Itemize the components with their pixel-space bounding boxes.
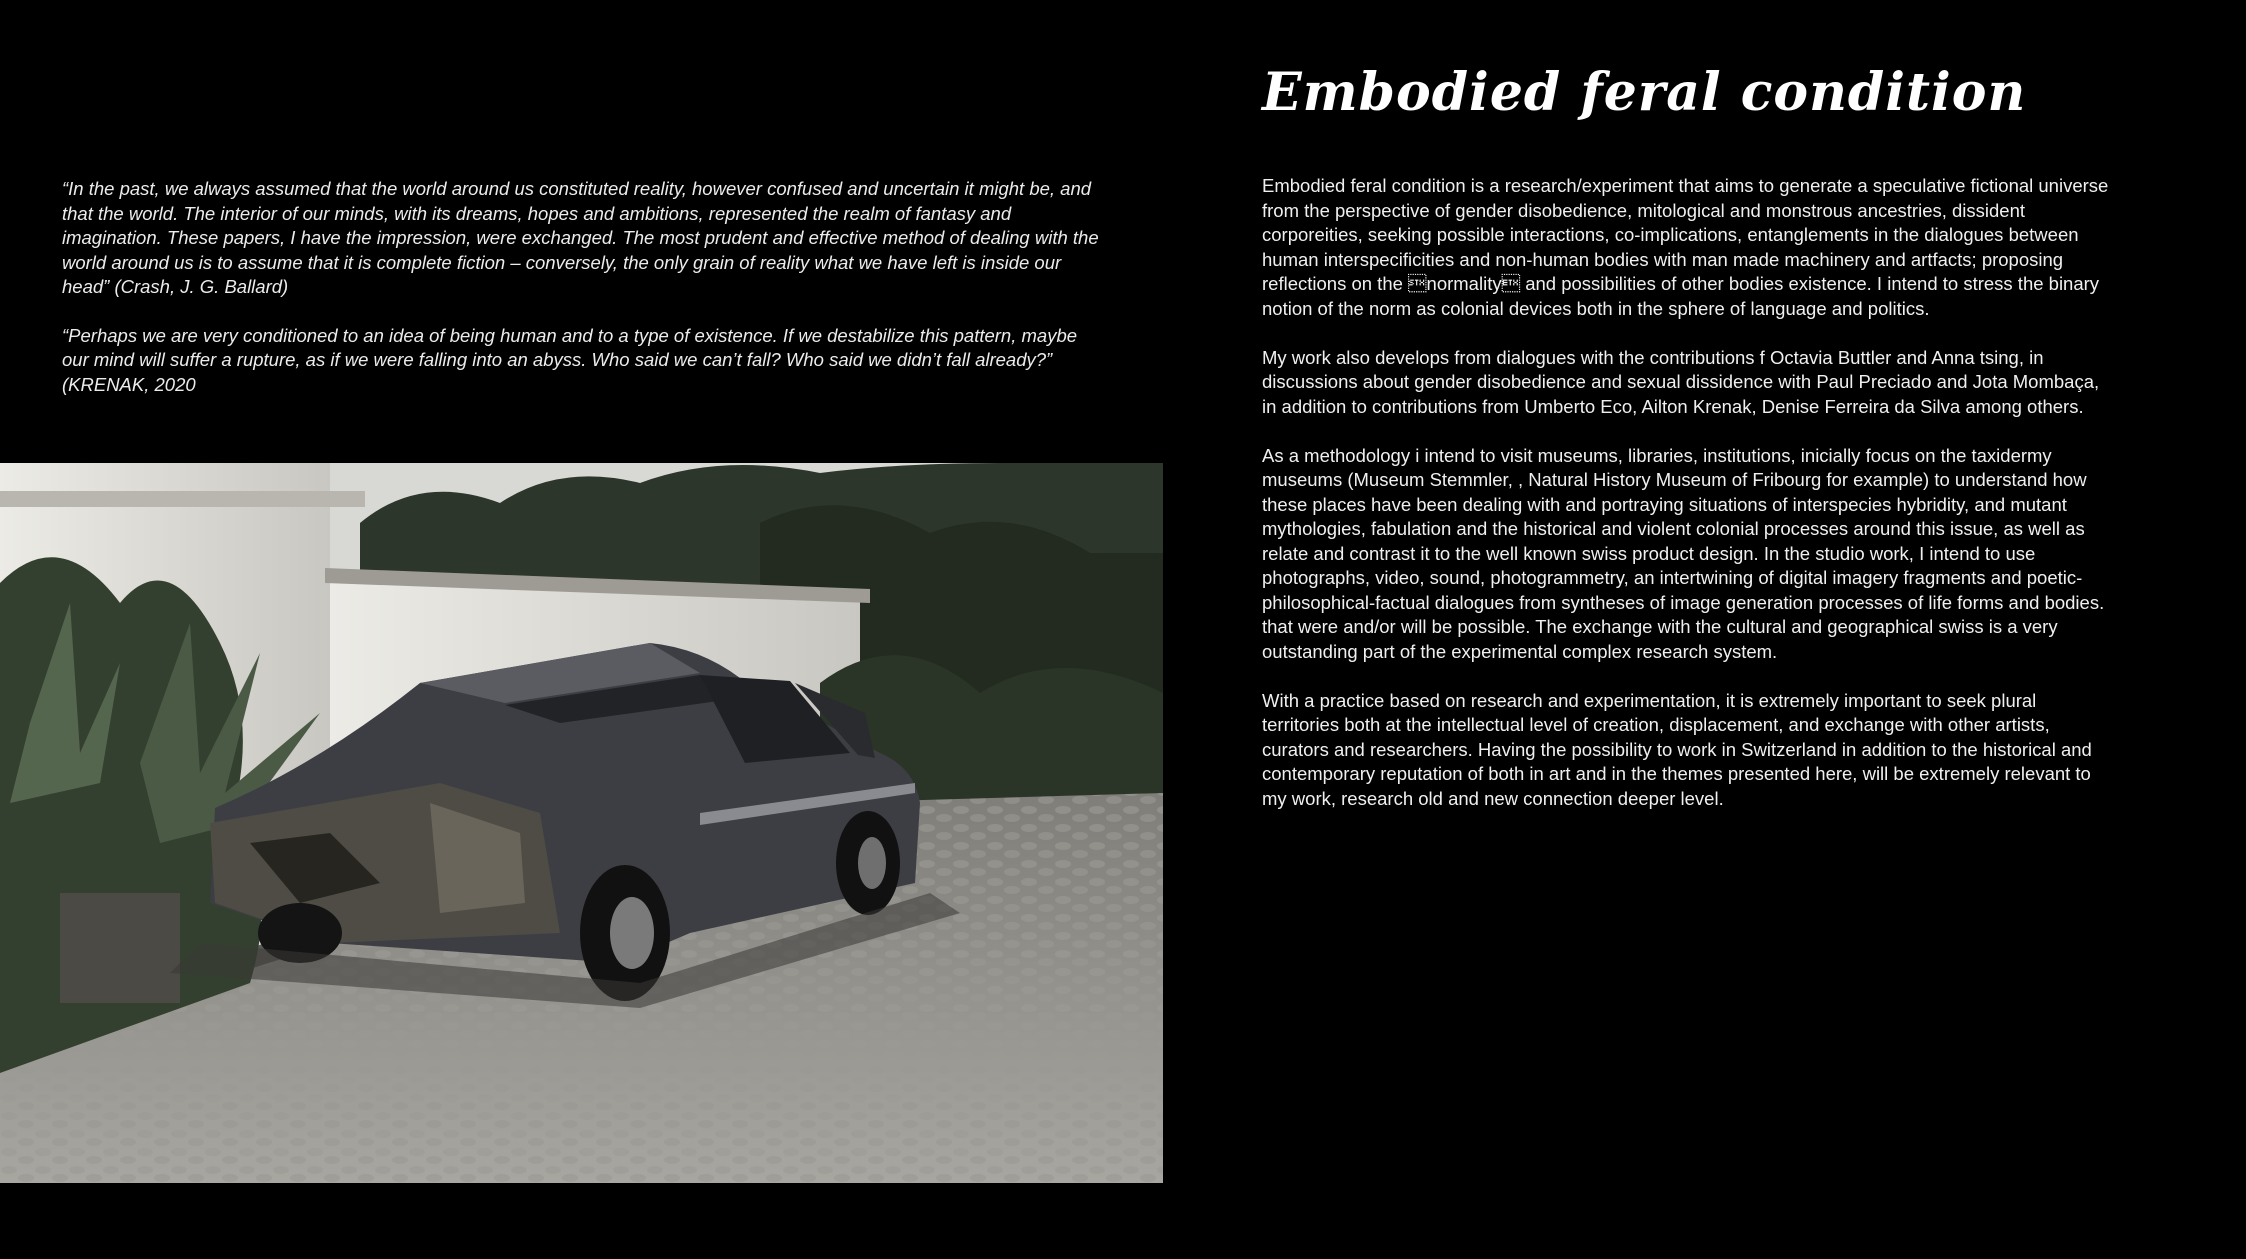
paragraph-practice: With a practice based on research and experimentation, it is extremely important to seek plural territories both at the intellectual level of creation, displacement, and exchange with other artists, curators and researchers. Having the possibility to work in Switzerland in addition to the historical and contemporary reputation of both in art and in the themes presented here, will be extremely relevant to my work, research old and new connection deeper level. bbox=[1262, 689, 2092, 809]
paragraph-dialogues: My work also develops from dialogues with the contributions f Octavia Buttler and Anna tsing, in discussions about gender disobedience and sexual dissidence with Paul Preciado and Jota Mombaça, in addition to contributions from Umberto Eco, Ailton Krenak, Denise Ferreira da Silva among others. bbox=[1262, 346, 2100, 417]
quotes-block bbox=[62, 177, 1102, 421]
paragraph-intro: Embodied feral condition is a research/experiment that aims to generate a speculative fictional universe from the perspective of gender disobedience, mitological and monstrous ancestries, dissident corporeities, seeking possible interactions, co-implications, entanglements in the dialogues between human interspecificities and non-human bodies with man made machinery and artfacts; proposing reflections on the normality and possibilities of other bodies existence. I intend to stress the binary notion of the norm as colonial devices both in the sphere of language and politics. bbox=[1262, 175, 2109, 319]
project-description bbox=[1262, 174, 2112, 836]
page-title: Embodied feral condition bbox=[1262, 62, 2027, 123]
krenak-quote: “Perhaps we are very conditioned to an idea of being human and to a type of existence. If we destabilize this pattern, maybe our mind will suffer a rupture, as if we were falling into an abyss. Who said we can’t fall? Who said we didn’t fall already?” (KRENAK, 2020 bbox=[62, 324, 1078, 395]
ballard-quote: “In the past, we always assumed that the world around us constituted reality, however confused and uncertain it might be, and that the world. The interior of our minds, with its dreams, hopes and ambitions, represented the realm of fantasy and imagination. These papers, I have the impression, were exchanged. The most prudent and effective method of dealing with the world around us is to assume that it is complete fiction – conversely, the only grain of reality what we have left is inside our head” (Crash, J. G. Ballard) bbox=[62, 178, 1099, 297]
wrecked-car-photo bbox=[0, 463, 1163, 1183]
paragraph-methodology: As a methodology i intend to visit museums, libraries, institutions, inicially focus on the taxidermy museums (Museum Stemmler, , Natural History Museum of Fribourg for example) to understand how these places have been dealing with and portraying situations of interspecies hybridity, and mutant mythologies, fabulation and the historical and violent colonial processes around this issue, as well as relate and contrast it to the well known swiss product design. In the studio work, I intend to use photographs, video, sound, photogrammetry, an intertwining of digital imagery fragments and poetic-philosophical-factual dialogues from syntheses of image generation processes of life forms and bodies. that were and/or will be possible. The exchange with the cultural and geographical swiss is a very outstanding part of the experimental complex research system. bbox=[1262, 444, 2105, 662]
